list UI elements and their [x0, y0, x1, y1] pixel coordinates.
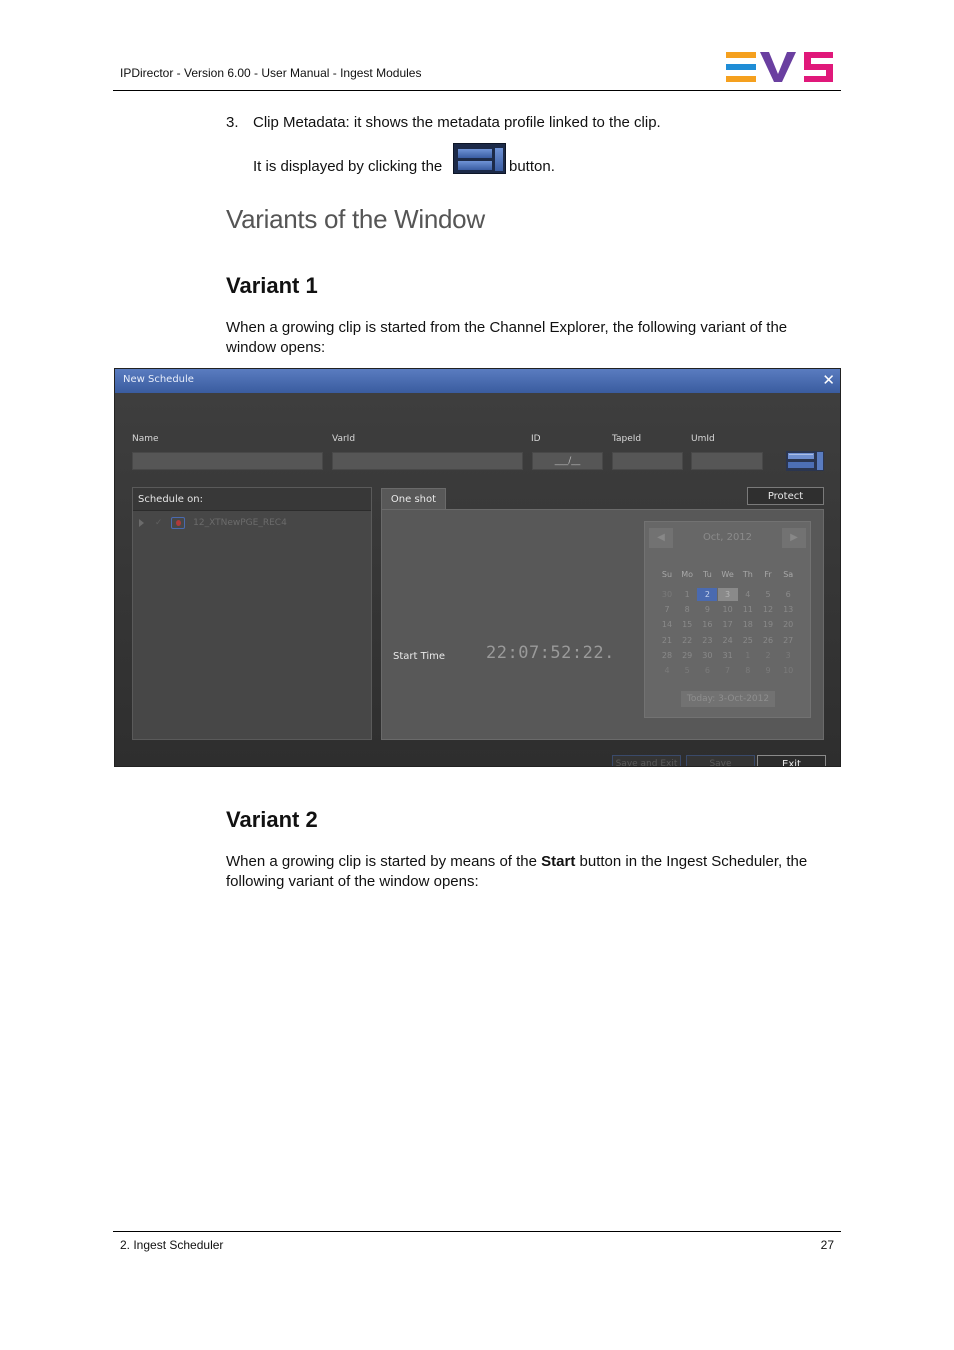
calendar-dow: We [721, 570, 734, 579]
start-time-label: Start Time [393, 651, 446, 662]
calendar-dow: Mo [681, 570, 694, 579]
tree-item[interactable] [139, 517, 287, 529]
calendar-prev-icon[interactable]: ◀ [649, 528, 673, 548]
calendar-day[interactable]: 15 [682, 620, 693, 630]
calendar-day[interactable]: 3 [785, 650, 791, 660]
variant1-text-line1: When a growing clip is started from the Channel Explorer, the following variant of the [226, 319, 788, 336]
window-body [115, 393, 840, 767]
window-title: New Schedule [123, 374, 194, 385]
calendar-day[interactable]: 18 [742, 620, 753, 630]
calendar-day[interactable]: 27 [783, 635, 794, 645]
list-item-text: Clip Metadata: it shows the metadata profile linked to the clip. [253, 114, 661, 131]
calendar-day[interactable]: 25 [742, 635, 753, 645]
calendar-day[interactable]: 21 [661, 635, 673, 645]
displayed-text-before: It is displayed by clicking the [253, 158, 443, 175]
umid-label: UmId [691, 434, 715, 444]
name-label: Name [132, 434, 159, 444]
header-rule [113, 90, 841, 91]
calendar-dow: Su [661, 570, 673, 579]
schedule-on-label: Schedule on: [138, 494, 203, 505]
footer-rule [113, 1231, 841, 1232]
tree-item-label: 12_XTNewPGE_REC4 [193, 518, 287, 528]
calendar-day[interactable]: 29 [682, 650, 693, 660]
calendar-day[interactable]: 9 [765, 666, 771, 675]
variant2-heading: Variant 2 [226, 807, 318, 832]
schedule-on-panel [132, 487, 372, 740]
calendar-day[interactable]: 6 [785, 590, 791, 599]
start-bold: Start [541, 853, 576, 870]
calendar-dow: Fr [764, 570, 772, 579]
variant2-text-line2: following variant of the window opens: [226, 873, 479, 890]
umid-field[interactable] [691, 452, 763, 470]
calendar-day[interactable]: 12 [762, 605, 774, 615]
variant1-heading: Variant 1 [226, 273, 318, 298]
calendar-day[interactable]: 20 [783, 620, 794, 630]
save-and-exit-button[interactable]: Save and Exit [612, 755, 681, 767]
calendar-day[interactable]: 7 [725, 666, 731, 675]
displayed-text-after: button. [509, 158, 555, 175]
page-number: 27 [820, 1238, 834, 1252]
protect-button[interactable]: Protect [747, 487, 824, 505]
calendar-day[interactable]: 19 [762, 620, 774, 630]
calendar-day[interactable]: 30 [702, 650, 713, 660]
one-shot-content [381, 509, 824, 740]
tapeid-label: TapeId [612, 434, 642, 444]
calendar-day[interactable]: 10 [722, 605, 733, 615]
calendar-day[interactable]: 8 [684, 605, 690, 615]
calendar-day[interactable]: 5 [765, 590, 771, 599]
calendar-next-icon[interactable]: ▶ [782, 528, 806, 548]
calendar-day[interactable]: 6 [704, 666, 710, 675]
footer-chapter: 2. Ingest Scheduler [120, 1238, 224, 1252]
calendar-day[interactable]: 24 [722, 635, 733, 645]
calendar-day[interactable]: 22 [682, 635, 693, 645]
id-field[interactable] [532, 452, 603, 470]
calendar-day[interactable]: 10 [783, 666, 794, 675]
expand-arrow-icon[interactable] [139, 519, 144, 527]
calendar-day[interactable]: 8 [745, 666, 751, 675]
calendar-day[interactable]: 2 [765, 650, 771, 660]
calendar-day[interactable]: 4 [664, 666, 670, 675]
id-field-value: ___/__ [554, 456, 581, 466]
recorder-icon [171, 517, 185, 529]
variant2-text-line1: When a growing clip is started by means of the Start button in the Ingest Scheduler, the [226, 853, 808, 870]
calendar-dow: Th [742, 570, 753, 579]
calendar-day[interactable]: 9 [704, 605, 710, 615]
calendar-day[interactable]: 5 [684, 666, 690, 675]
calendar [644, 521, 811, 718]
calendar-day[interactable]: 30 [661, 590, 673, 599]
calendar-day[interactable]: 26 [762, 635, 774, 645]
calendar-day[interactable]: 7 [664, 605, 670, 615]
new-schedule-window [114, 368, 841, 767]
id-label: ID [531, 434, 541, 444]
calendar-today-button[interactable]: Today: 3-Oct-2012 [681, 691, 775, 707]
varid-field[interactable] [332, 452, 523, 470]
save-button[interactable]: Save [686, 755, 755, 767]
clip-metadata-button-icon [453, 143, 506, 174]
calendar-day[interactable]: 17 [722, 620, 733, 630]
calendar-day[interactable]: 2 [697, 588, 717, 601]
calendar-day[interactable]: 14 [661, 620, 673, 630]
window-titlebar [115, 369, 840, 393]
exit-button[interactable]: Exit [757, 755, 826, 767]
tapeid-field[interactable] [612, 452, 683, 470]
evs-logo [726, 52, 834, 82]
name-field[interactable] [132, 452, 323, 470]
tab-one-shot[interactable]: One shot [381, 488, 446, 509]
close-icon[interactable]: ✕ [822, 371, 835, 389]
calendar-day[interactable]: 28 [661, 650, 673, 660]
calendar-day[interactable]: 1 [684, 590, 690, 599]
page-header-title: IPDirector - Version 6.00 - User Manual - Ingest Modules [120, 66, 422, 80]
variant1-text-line2: window opens: [226, 339, 326, 356]
calendar-day[interactable]: 11 [742, 605, 753, 615]
calendar-dow: Tu [703, 570, 712, 579]
calendar-day[interactable]: 16 [702, 620, 713, 630]
clip-metadata-icon[interactable] [786, 451, 824, 471]
section-title: Variants of the Window [226, 204, 485, 234]
calendar-day[interactable]: 13 [783, 605, 794, 615]
start-time-value[interactable]: 22:07:52:22. [486, 643, 615, 663]
calendar-day[interactable]: 1 [745, 650, 751, 660]
calendar-day[interactable]: 4 [745, 590, 751, 599]
calendar-month: Oct, 2012 [702, 532, 753, 543]
list-item-number: 3. [226, 114, 239, 131]
varid-label: VarId [332, 434, 356, 444]
calendar-day[interactable]: 31 [722, 650, 733, 660]
calendar-day[interactable]: 3 [718, 588, 738, 601]
calendar-dow: Sa [783, 570, 794, 579]
checkbox-icon[interactable]: ✓ [154, 518, 163, 528]
calendar-day[interactable]: 23 [702, 635, 713, 645]
